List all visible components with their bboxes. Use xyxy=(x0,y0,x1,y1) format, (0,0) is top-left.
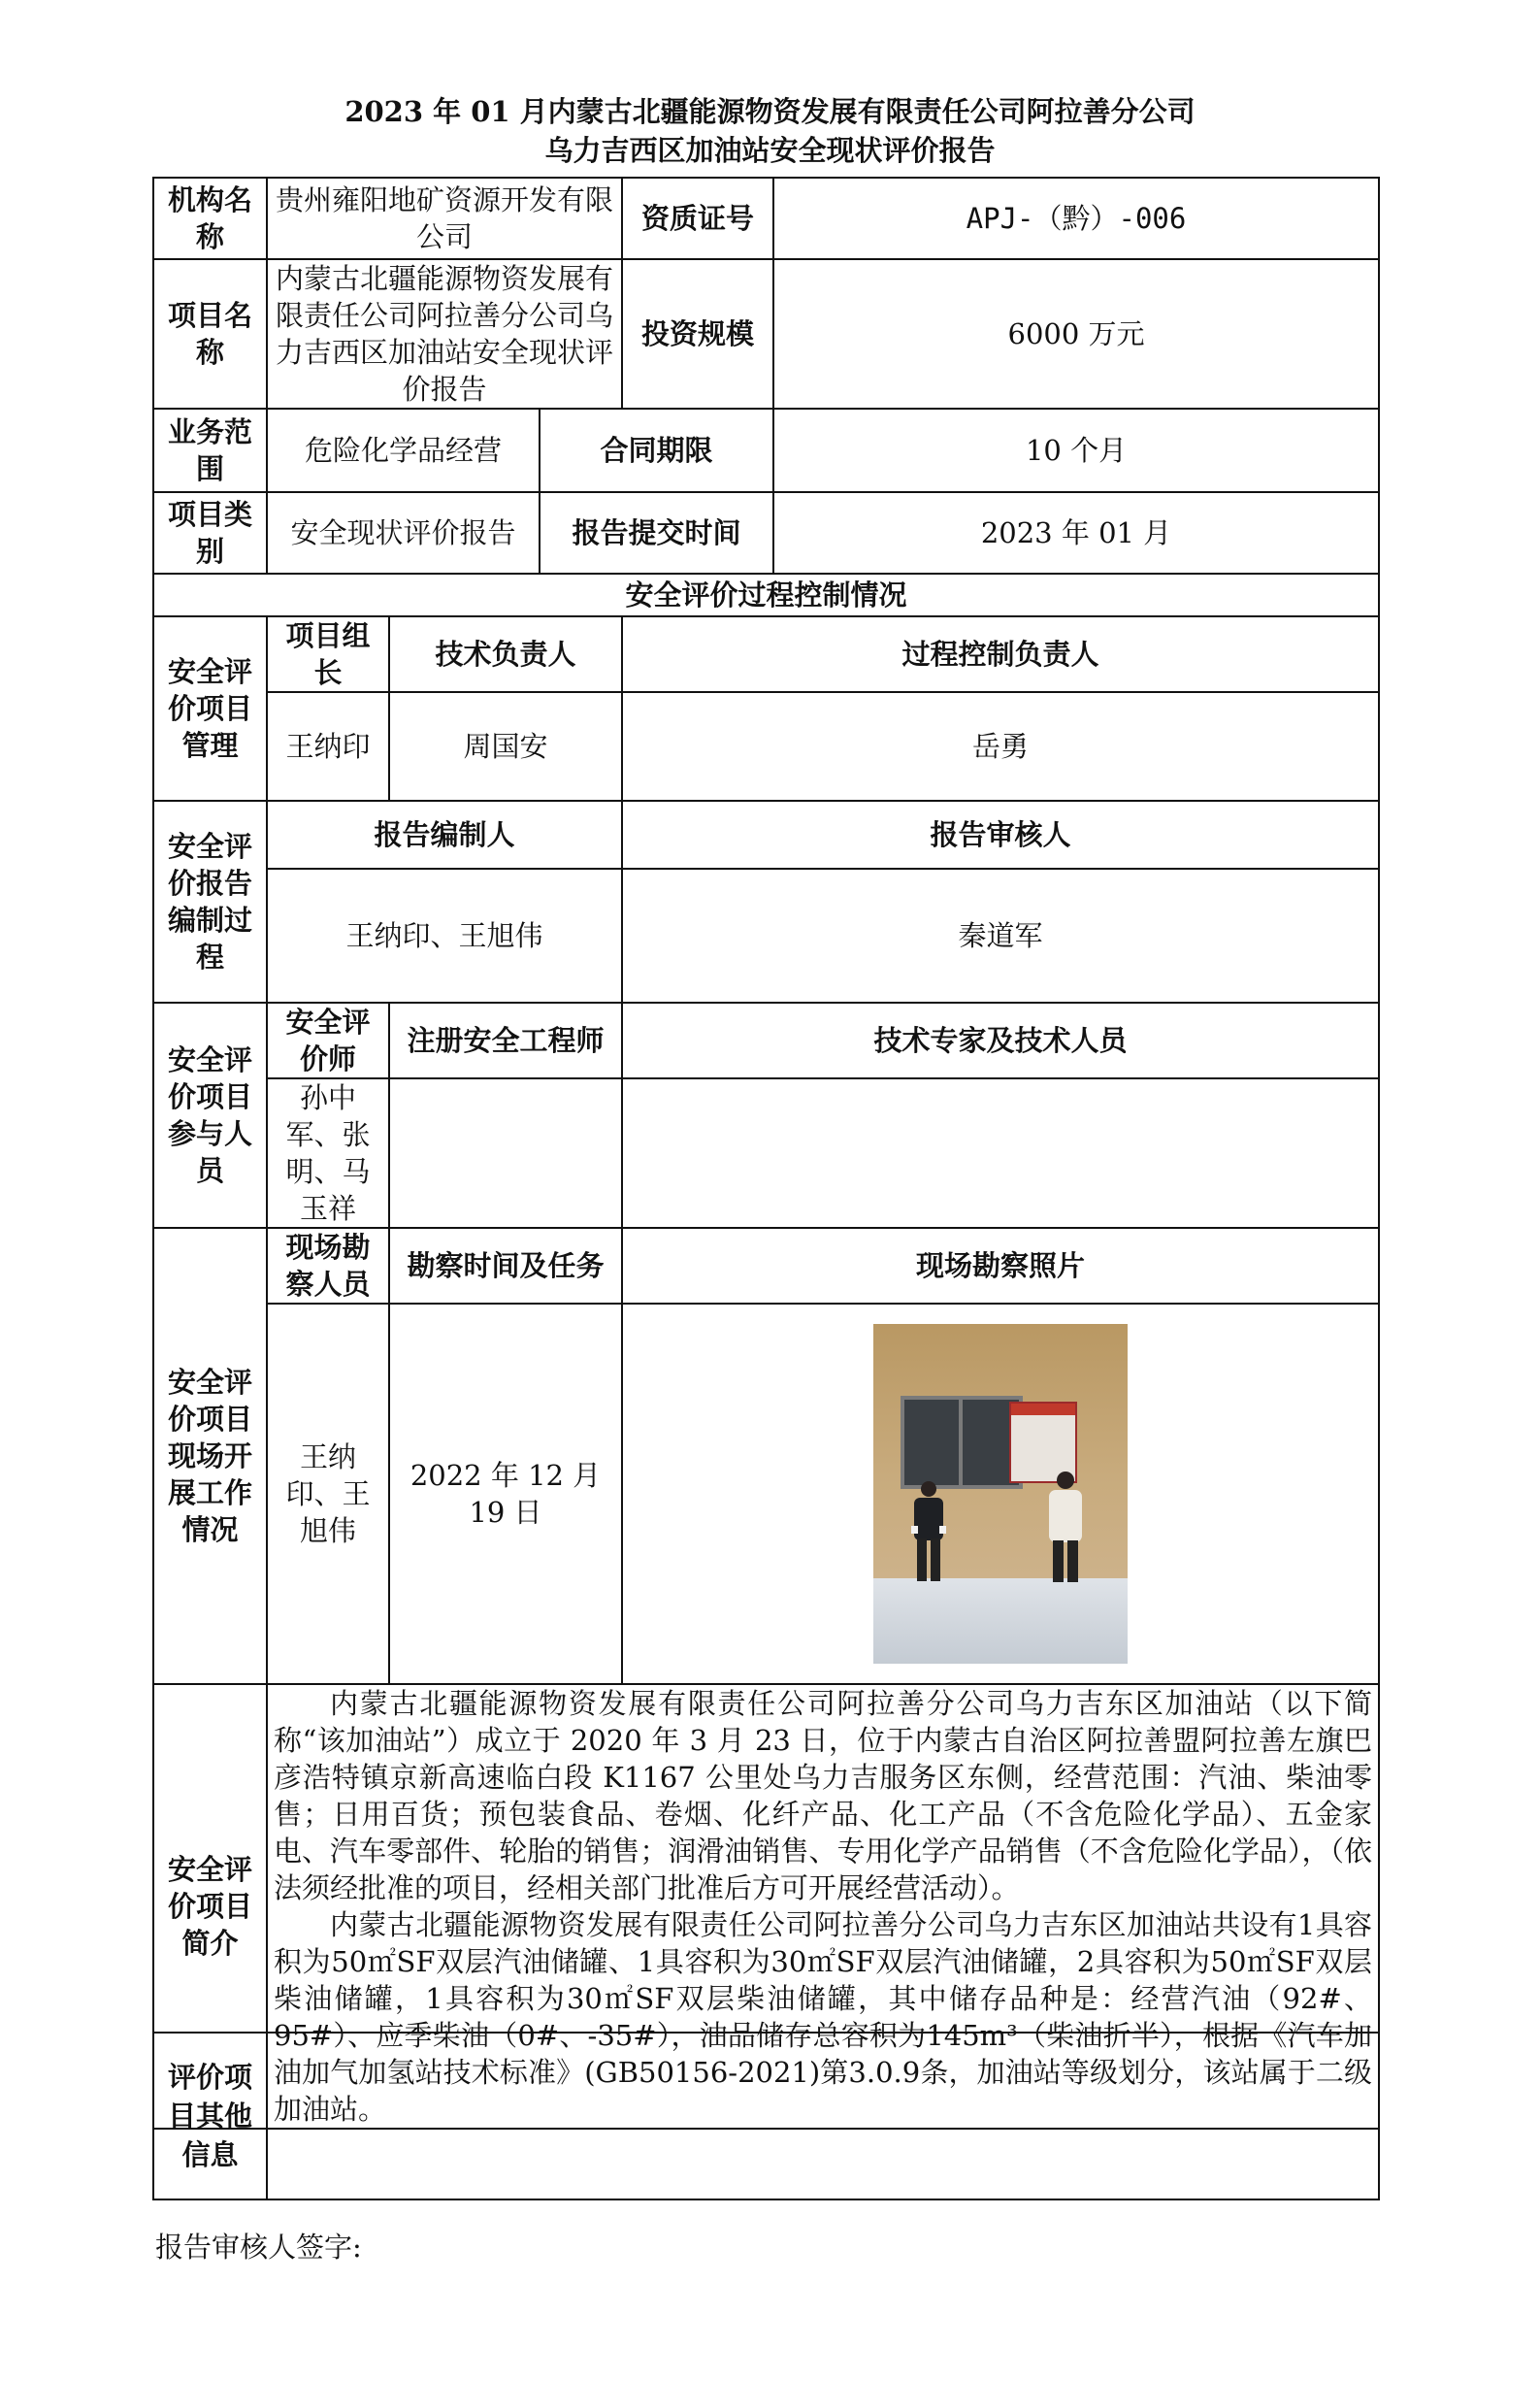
compilation-label: 安全评价报告编制过程 xyxy=(153,801,267,1003)
compilation-reviewer: 秦道军 xyxy=(622,869,1379,1003)
intro-label: 安全评价项目简介 xyxy=(153,1684,267,2129)
project-label: 项目名称 xyxy=(153,259,267,409)
participants-head-expert: 技术专家及技术人员 xyxy=(622,1003,1379,1078)
report-title-line1: 2023 年 01 月内蒙古北疆能源物资发展有限责任公司阿拉善分公司 xyxy=(344,95,1196,128)
scope-label: 业务范围 xyxy=(153,409,267,492)
cert-label: 资质证号 xyxy=(622,178,773,259)
intro-paragraph-1: 内蒙古北疆能源物资发展有限责任公司阿拉善分公司乌力吉东区加油站（以下简称“该加油站”）成立于 2020 年 3 月 23 日，位于内蒙古自治区阿拉善盟阿拉善左旗巴彦浩特镇京新高速临白段 K1167 公里处乌力吉服务区东侧，经营范围：汽油、柴油零售；日用百货；预包装食品、卷烟、化纤产品、化工产品（不含危险化学品）、五金家电、汽车零部件、轮胎的销售；润滑油销售、专用化学产品销售（不含危险化学品），（依法须经批准的项目，经相关部门批准后方可开展经营活动）。 xyxy=(274,1687,1373,1904)
site-photo-cell xyxy=(622,1304,1379,1684)
person-icon xyxy=(1044,1470,1087,1584)
intro-paragraph-2: 内蒙古北疆能源物资发展有限责任公司阿拉善分公司乌力吉东区加油站共设有1具容积为50㎡SF双层汽油储罐、1具容积为30㎡SF双层汽油储罐，2具容积为50㎡SF双层柴油储罐，1具容积为30㎡SF双层柴油储罐，其中储存品种是：经营汽油（92#、95#）、应季柴油（0#、-35#），油品储存总容积为145m³（柴油折半），根据《汽车加油加气加氢站技术标准》(GB50156-2021)第3.0.9条，加油站等级划分，该站属于二级加油站。 xyxy=(274,1908,1373,2126)
person-icon xyxy=(908,1479,949,1584)
invest-label: 投资规模 xyxy=(622,259,773,409)
management-head-control: 过程控制负责人 xyxy=(622,616,1379,692)
management-head-leader: 项目组长 xyxy=(267,616,389,692)
org-label: 机构名称 xyxy=(153,178,267,259)
type-value: 安全现状评价报告 xyxy=(267,492,540,574)
submit-label: 报告提交时间 xyxy=(540,492,773,574)
type-label: 项目类别 xyxy=(153,492,267,574)
site-time: 2022 年 12 月 19 日 xyxy=(389,1304,622,1684)
other-info-table xyxy=(152,2032,1380,2200)
report-info-table xyxy=(152,177,1380,2130)
process-heading: 安全评价过程控制情况 xyxy=(153,574,1379,616)
scope-value: 危险化学品经营 xyxy=(267,409,540,492)
contract-value: 10 个月 xyxy=(773,409,1379,492)
participants-head-engineer: 注册安全工程师 xyxy=(389,1003,622,1078)
site-head-photo: 现场勘察照片 xyxy=(622,1228,1379,1304)
site-label: 安全评价项目现场开展工作情况 xyxy=(153,1228,267,1684)
participants-head-evaluator: 安全评价师 xyxy=(267,1003,389,1078)
contract-label: 合同期限 xyxy=(540,409,773,492)
participants-label: 安全评价项目参与人员 xyxy=(153,1003,267,1228)
site-photo xyxy=(873,1324,1128,1664)
cert-value: APJ-（黔）-006 xyxy=(773,178,1379,259)
management-head-tech: 技术负责人 xyxy=(389,616,622,692)
org-value: 贵州雍阳地矿资源开发有限公司 xyxy=(267,178,622,259)
compilation-head-reviewer: 报告审核人 xyxy=(622,801,1379,869)
compilation-head-author: 报告编制人 xyxy=(267,801,622,869)
site-head-time: 勘察时间及任务 xyxy=(389,1228,622,1304)
management-leader: 王纳印 xyxy=(267,692,389,801)
compilation-author: 王纳印、王旭伟 xyxy=(267,869,622,1003)
submit-value: 2023 年 01 月 xyxy=(773,492,1379,574)
participants-evaluator: 孙中军、张明、马玉祥 xyxy=(267,1078,389,1228)
site-staff: 王纳印、王旭伟 xyxy=(267,1304,389,1684)
management-control: 岳勇 xyxy=(622,692,1379,801)
other-label: 评价项目其他信息 xyxy=(153,2033,267,2199)
site-head-staff: 现场勘察人员 xyxy=(267,1228,389,1304)
participants-engineer xyxy=(389,1078,622,1228)
management-label: 安全评价项目管理 xyxy=(153,616,267,801)
project-value: 内蒙古北疆能源物资发展有限责任公司阿拉善分公司乌力吉西区加油站安全现状评价报告 xyxy=(267,259,622,409)
participants-expert xyxy=(622,1078,1379,1228)
invest-value: 6000 万元 xyxy=(773,259,1379,409)
other-value xyxy=(267,2033,1379,2199)
reviewer-signature-label: 报告审核人签字: xyxy=(155,2231,362,2264)
management-tech: 周国安 xyxy=(389,692,622,801)
report-title-line2: 乌力吉西区加油站安全现状评价报告 xyxy=(544,134,996,167)
